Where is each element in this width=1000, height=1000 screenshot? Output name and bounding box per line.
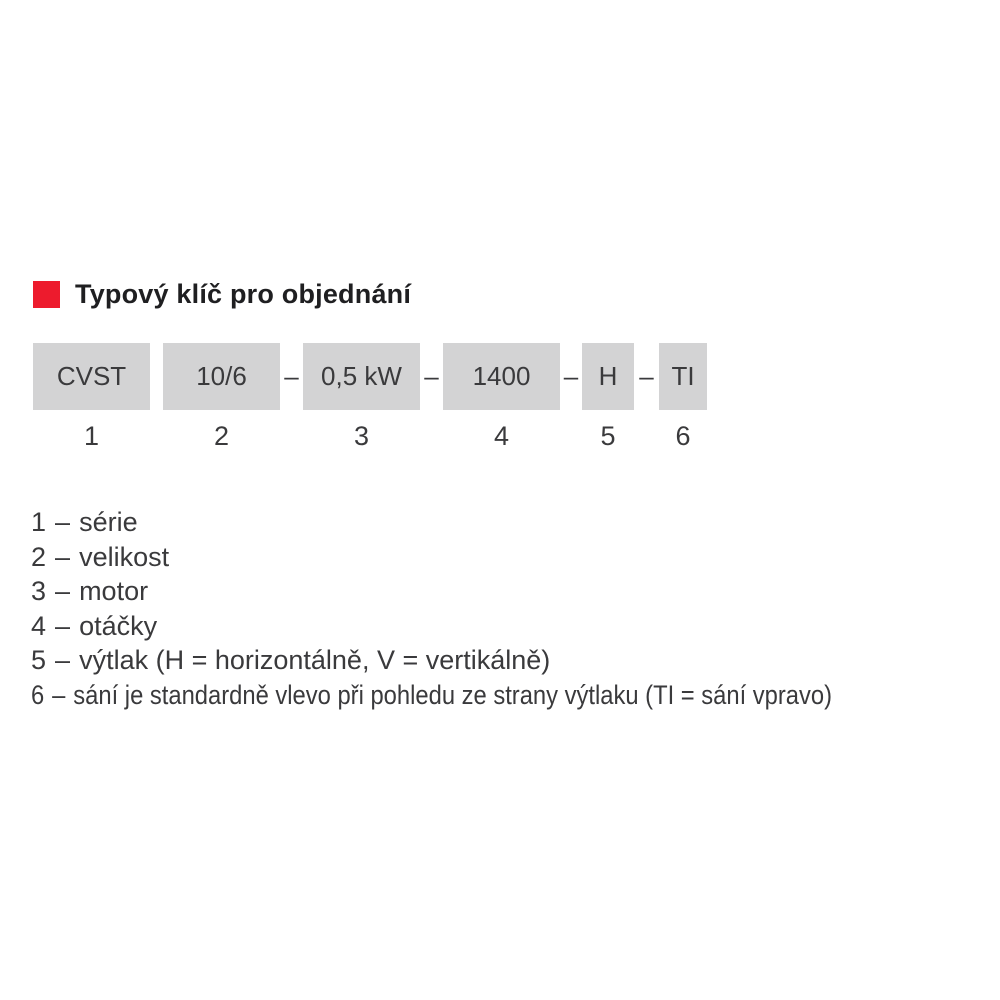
type-key-row — [33, 343, 707, 410]
legend-item-label: série — [79, 507, 138, 537]
legend-dash: – — [55, 645, 71, 676]
legend-item-label: velikost — [79, 541, 170, 572]
legend-dash: – — [55, 541, 71, 572]
box-number-gap — [634, 421, 659, 452]
legend-item-number: 5 — [31, 645, 47, 676]
box-number: 6 — [675, 421, 691, 451]
type-key-box-series: CVST — [33, 343, 150, 410]
box-number: 5 — [600, 421, 616, 451]
legend-item — [31, 505, 941, 540]
legend-item — [31, 540, 941, 575]
separator-dash: – — [284, 361, 299, 391]
legend-list — [31, 505, 941, 713]
legend-item-label: otáčky — [79, 610, 158, 641]
legend-item — [31, 574, 941, 609]
legend-item-number: 3 — [31, 576, 47, 607]
legend-item-number: 6 — [31, 679, 45, 710]
box-number: 2 — [213, 421, 230, 451]
section-header — [33, 279, 411, 310]
legend-item-label: sání je standardně vlevo při pohledu ze strany výtlaku (TI = sání vpravo) — [73, 679, 833, 710]
box-number-gap — [560, 421, 582, 452]
red-square-icon — [33, 281, 60, 308]
box-number-gap — [150, 421, 163, 452]
legend-item — [31, 643, 941, 678]
box-number: 3 — [353, 421, 370, 451]
separator-dash: – — [563, 361, 579, 391]
type-key-box-suction: TI — [659, 343, 707, 410]
legend-item-number: 4 — [31, 610, 47, 641]
box-number-gap — [280, 421, 303, 452]
box-number: 1 — [83, 421, 100, 451]
section-title: Typový klíč pro objednání — [75, 279, 412, 309]
type-key-box-speed: 1400 — [443, 343, 560, 410]
legend-item-label: výtlak (H = horizontálně, V = vertikálně) — [79, 645, 551, 676]
separator-dash: – — [639, 361, 654, 391]
legend-dash: – — [52, 679, 66, 710]
legend-dash: – — [55, 610, 71, 641]
type-key-number-row — [33, 421, 707, 452]
legend-item — [31, 678, 832, 713]
legend-dash: – — [55, 576, 71, 607]
legend-item-number: 2 — [31, 541, 47, 572]
box-number-gap — [420, 421, 443, 452]
legend-item-label: motor — [79, 576, 149, 607]
separator-dash: – — [424, 361, 439, 391]
box-number: 4 — [493, 421, 510, 451]
type-key-box-size: 10/6 — [163, 343, 280, 410]
type-key-box-outlet: H — [582, 343, 634, 410]
legend-item — [31, 609, 941, 644]
legend-item-number: 1 — [31, 507, 47, 537]
legend-dash: – — [55, 507, 71, 537]
type-key-box-motor: 0,5 kW — [303, 343, 420, 410]
